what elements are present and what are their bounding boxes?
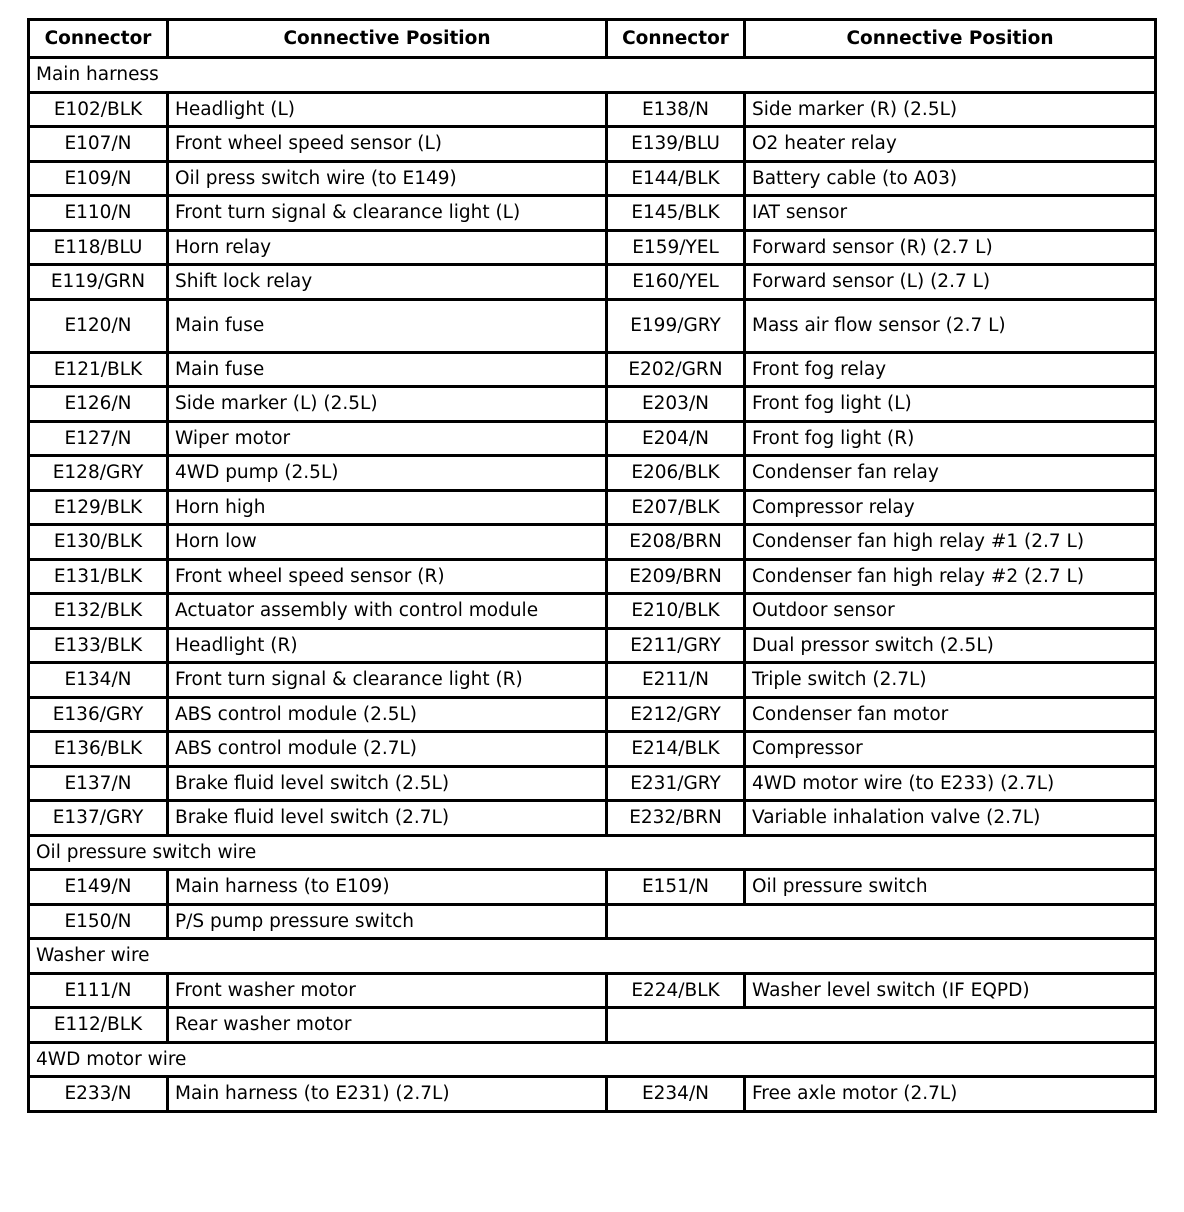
table-row (29, 92, 1156, 127)
position-cell: ABS control module (2.5L) (168, 697, 607, 732)
position-cell: Shift lock relay (168, 265, 607, 300)
position-cell: Front turn signal & clearance light (L) (168, 196, 607, 231)
position-cell: Condenser fan relay (745, 456, 1156, 491)
connector-cell: E210/BLK (607, 594, 745, 629)
connector-cell: E133/BLK (29, 628, 168, 663)
table-row (29, 387, 1156, 422)
header-connector: Connector (607, 20, 745, 58)
connector-cell: E202/GRN (607, 352, 745, 387)
position-cell: Condenser fan high relay #2 (2.7 L) (745, 559, 1156, 594)
position-cell: Main harness (to E231) (2.7L) (168, 1077, 607, 1112)
connector-table (27, 18, 1157, 1113)
connector-cell: E129/BLK (29, 490, 168, 525)
position-cell: Outdoor sensor (745, 594, 1156, 629)
connector-cell: E151/N (607, 870, 745, 905)
position-cell: Washer level switch (IF EQPD) (745, 973, 1156, 1008)
position-cell: Front fog light (L) (745, 387, 1156, 422)
position-cell: Side marker (L) (2.5L) (168, 387, 607, 422)
position-cell: Compressor relay (745, 490, 1156, 525)
table-row (29, 299, 1156, 352)
connector-cell: E199/GRY (607, 299, 745, 352)
connector-cell: E145/BLK (607, 196, 745, 231)
table-row (29, 697, 1156, 732)
position-cell: Brake fluid level switch (2.7L) (168, 801, 607, 836)
connector-cell: E209/BRN (607, 559, 745, 594)
empty-cell (607, 904, 1156, 939)
position-cell: Front turn signal & clearance light (R) (168, 663, 607, 698)
table-row (29, 973, 1156, 1008)
position-cell: IAT sensor (745, 196, 1156, 231)
position-cell: Triple switch (2.7L) (745, 663, 1156, 698)
table-row (29, 870, 1156, 905)
section-title: Oil pressure switch wire (29, 835, 1156, 870)
position-cell: Oil press switch wire (to E149) (168, 161, 607, 196)
connector-cell: E121/BLK (29, 352, 168, 387)
section-row (29, 1042, 1156, 1077)
position-cell: Oil pressure switch (745, 870, 1156, 905)
connector-cell: E150/N (29, 904, 168, 939)
connector-cell: E132/BLK (29, 594, 168, 629)
connector-cell: E231/GRY (607, 766, 745, 801)
position-cell: Front wheel speed sensor (R) (168, 559, 607, 594)
connector-cell: E134/N (29, 663, 168, 698)
position-cell: O2 heater relay (745, 127, 1156, 162)
table-row (29, 265, 1156, 300)
position-cell: Horn low (168, 525, 607, 560)
position-cell: Forward sensor (R) (2.7 L) (745, 230, 1156, 265)
connector-cell: E233/N (29, 1077, 168, 1112)
header-connector: Connector (29, 20, 168, 58)
table-row (29, 230, 1156, 265)
table-row (29, 525, 1156, 560)
position-cell: Variable inhalation valve (2.7L) (745, 801, 1156, 836)
connector-cell: E204/N (607, 421, 745, 456)
table-row (29, 1077, 1156, 1112)
position-cell: Condenser fan motor (745, 697, 1156, 732)
connector-cell: E102/BLK (29, 92, 168, 127)
connector-cell: E211/GRY (607, 628, 745, 663)
position-cell: Main harness (to E109) (168, 870, 607, 905)
table-row (29, 766, 1156, 801)
connector-cell: E130/BLK (29, 525, 168, 560)
section-row (29, 835, 1156, 870)
header-connective-position: Connective Position (745, 20, 1156, 58)
connector-cell: E110/N (29, 196, 168, 231)
section-row (29, 58, 1156, 93)
table-row (29, 663, 1156, 698)
connector-cell: E127/N (29, 421, 168, 456)
connector-cell: E137/N (29, 766, 168, 801)
table-row (29, 801, 1156, 836)
connector-cell: E208/BRN (607, 525, 745, 560)
connector-cell: E207/BLK (607, 490, 745, 525)
connector-cell: E211/N (607, 663, 745, 698)
connector-cell: E131/BLK (29, 559, 168, 594)
connector-cell: E128/GRY (29, 456, 168, 491)
table-row (29, 904, 1156, 939)
table-row (29, 594, 1156, 629)
connector-cell: E109/N (29, 161, 168, 196)
position-cell: 4WD pump (2.5L) (168, 456, 607, 491)
position-cell: Main fuse (168, 352, 607, 387)
table-row (29, 628, 1156, 663)
connector-cell: E206/BLK (607, 456, 745, 491)
section-title: Washer wire (29, 939, 1156, 974)
table-row (29, 352, 1156, 387)
connector-cell: E136/BLK (29, 732, 168, 767)
connector-cell: E137/GRY (29, 801, 168, 836)
position-cell: Side marker (R) (2.5L) (745, 92, 1156, 127)
position-cell: Horn high (168, 490, 607, 525)
connector-cell: E138/N (607, 92, 745, 127)
table-row (29, 1008, 1156, 1043)
table-row (29, 490, 1156, 525)
position-cell: Front fog relay (745, 352, 1156, 387)
position-cell: Compressor (745, 732, 1156, 767)
table-row (29, 196, 1156, 231)
connector-cell: E118/BLU (29, 230, 168, 265)
position-cell: Front fog light (R) (745, 421, 1156, 456)
position-cell: Headlight (L) (168, 92, 607, 127)
position-cell: Horn relay (168, 230, 607, 265)
connector-cell: E160/YEL (607, 265, 745, 300)
connector-cell: E214/BLK (607, 732, 745, 767)
section-row (29, 939, 1156, 974)
connector-cell: E126/N (29, 387, 168, 422)
position-cell: Mass air flow sensor (2.7 L) (745, 299, 1156, 352)
position-cell: P/S pump pressure switch (168, 904, 607, 939)
position-cell: Battery cable (to A03) (745, 161, 1156, 196)
connector-cell: E112/BLK (29, 1008, 168, 1043)
position-cell: Free axle motor (2.7L) (745, 1077, 1156, 1112)
connector-cell: E224/BLK (607, 973, 745, 1008)
position-cell: Front washer motor (168, 973, 607, 1008)
position-cell: ABS control module (2.7L) (168, 732, 607, 767)
connector-cell: E119/GRN (29, 265, 168, 300)
table-row (29, 127, 1156, 162)
connector-cell: E107/N (29, 127, 168, 162)
connector-cell: E232/BRN (607, 801, 745, 836)
connector-cell: E136/GRY (29, 697, 168, 732)
section-title: Main harness (29, 58, 1156, 93)
position-cell: Headlight (R) (168, 628, 607, 663)
table-row (29, 161, 1156, 196)
position-cell: Front wheel speed sensor (L) (168, 127, 607, 162)
connector-cell: E159/YEL (607, 230, 745, 265)
position-cell: 4WD motor wire (to E233) (2.7L) (745, 766, 1156, 801)
header-connective-position: Connective Position (168, 20, 607, 58)
table-row (29, 559, 1156, 594)
table-row (29, 456, 1156, 491)
connector-cell: E111/N (29, 973, 168, 1008)
position-cell: Brake fluid level switch (2.5L) (168, 766, 607, 801)
connector-cell: E203/N (607, 387, 745, 422)
connector-cell: E120/N (29, 299, 168, 352)
connector-cell: E212/GRY (607, 697, 745, 732)
position-cell: Actuator assembly with control module (168, 594, 607, 629)
position-cell: Main fuse (168, 299, 607, 352)
connector-cell: E234/N (607, 1077, 745, 1112)
connector-cell: E144/BLK (607, 161, 745, 196)
position-cell: Condenser fan high relay #1 (2.7 L) (745, 525, 1156, 560)
header-row (29, 20, 1156, 58)
position-cell: Rear washer motor (168, 1008, 607, 1043)
table-row (29, 421, 1156, 456)
empty-cell (607, 1008, 1156, 1043)
connector-cell: E139/BLU (607, 127, 745, 162)
position-cell: Forward sensor (L) (2.7 L) (745, 265, 1156, 300)
connector-cell: E149/N (29, 870, 168, 905)
table-row (29, 732, 1156, 767)
section-title: 4WD motor wire (29, 1042, 1156, 1077)
position-cell: Dual pressor switch (2.5L) (745, 628, 1156, 663)
position-cell: Wiper motor (168, 421, 607, 456)
